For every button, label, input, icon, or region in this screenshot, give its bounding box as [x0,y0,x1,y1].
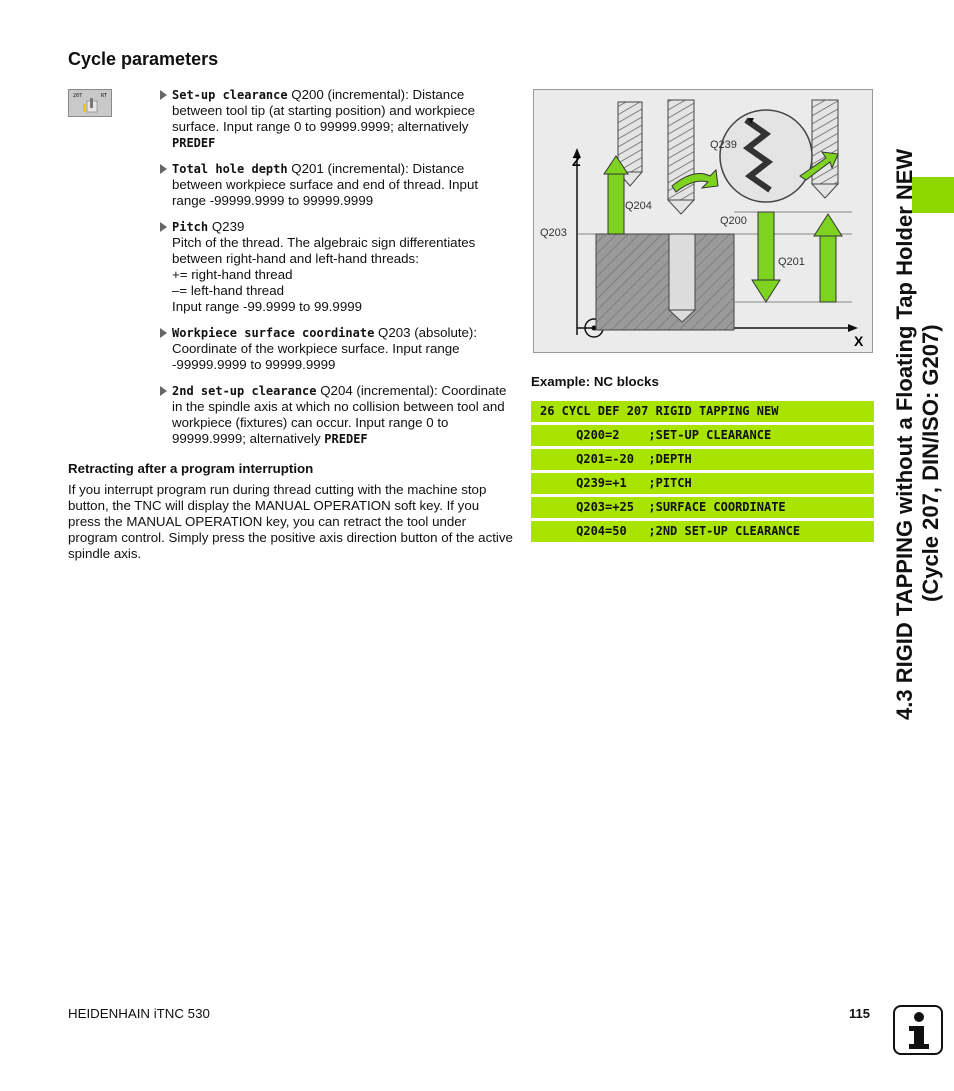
param-q203 [160,325,512,373]
bullet-triangle-icon [160,328,167,338]
example-title: Example: NC blocks [531,374,659,389]
softkey-207-icon [68,89,112,117]
nc-block-line: Q239=+1 ;PITCH [531,473,874,494]
q200-arrow-icon [752,212,780,302]
param-desc-left: –= left-hand thread [172,283,284,298]
chapter-title-line2: (Cycle 207, DIN/ISO: G207) [918,324,943,602]
q204-arrow-icon [604,156,628,234]
param-tail: PREDEF [324,432,368,446]
param-desc-range: Input range -99.9999 to 99.9999 [172,299,363,314]
param-qnum: Q203 [378,325,411,340]
section-title: Cycle parameters [68,49,219,69]
retract-title: Retracting after a program interruption [68,461,314,476]
q200-label: Q200 [720,215,747,227]
param-code: Total hole depth [172,162,288,176]
param-desc-right: += right-hand thread [172,267,293,282]
bullet-triangle-icon [160,386,167,396]
nc-block-line: 26 CYCL DEF 207 RIGID TAPPING NEW [531,401,874,422]
tapping-diagram [533,89,873,353]
param-code: Pitch [172,220,209,234]
nc-block-line: Q201=-20 ;DEPTH [531,449,874,470]
param-qnum: Q201 [291,161,324,176]
tapped-hole [669,234,695,310]
param-qnum: Q239 [211,219,245,234]
param-qnum: Q204 [320,383,353,398]
tapping-diagram-svg [534,90,872,352]
param-code: 2nd set-up clearance [172,384,317,398]
param-tail: PREDEF [172,136,216,150]
q201-label: Q201 [778,256,805,268]
tap-mini-icon [69,90,113,118]
softkey-label-left: 207 [73,93,83,99]
footer-product: HEIDENHAIN iTNC 530 [68,1006,210,1021]
parameter-list [160,87,512,457]
param-desc: (incremental): Distance between workpiece surface and end of thread. Input range -99999.9999 to 99999.9999 [172,161,479,208]
param-q201 [160,161,512,209]
x-axis-arrow-icon [848,324,858,332]
tap-tool-2 [668,100,694,214]
param-desc: (incremental): Coordinate in the spindle axis at which no collision between tool and workpiece (fixtures) can occur. Input range 0 to 99999.9999; alternatively [172,383,507,446]
softkey-label-right: RT [100,93,107,99]
workpiece [596,234,734,330]
param-code: Workpiece surface coordinate [172,326,375,340]
q203-label: Q203 [540,227,567,239]
info-glyph-icon [895,1007,941,1053]
param-q200 [160,87,512,151]
param-q239 [160,219,512,315]
info-icon [893,1005,943,1055]
param-desc: (incremental): Distance between tool tip (at starting position) and workpiece surface. Input range 0 to 99999.9999; alternatively [172,87,476,134]
x-axis-label: X [854,333,864,349]
z-axis-label: Z [572,153,581,169]
chapter-title-line1: 4.3 RIGID TAPPING without a Floating Tap Holder NEW [892,148,917,720]
retract-arrow-icon [814,214,842,302]
q239-label: Q239 [710,139,737,151]
tap-tool-3 [812,100,838,198]
param-code: Set-up clearance [172,88,288,102]
q204-label: Q204 [625,200,652,212]
bullet-triangle-icon [160,222,167,232]
page-number: 115 [849,1006,870,1021]
param-desc: Pitch of the thread. The algebraic sign differentiates between right-hand and left-hand threads: [172,235,476,266]
nc-block-line: Q203=+25 ;SURFACE COORDINATE [531,497,874,518]
retract-paragraph: If you interrupt program run during thread cutting with the machine stop button, the TNC will display the MANUAL OPERATION soft key. If you press the MANUAL OPERATION key, you can retract the tool under program control. Simply press the positive axis direction button of the active spindle axis. [68,482,513,561]
bullet-triangle-icon [160,90,167,100]
nc-block-line: Q204=50 ;2ND SET-UP CLEARANCE [531,521,874,542]
param-q204 [160,383,512,447]
param-qnum: Q200 [291,87,324,102]
nc-block-line: Q200=2 ;SET-UP CLEARANCE [531,425,874,446]
bullet-triangle-icon [160,164,167,174]
param-desc: (absolute): Coordinate of the workpiece surface. Input range -99999.9999 to 99999.9999 [172,325,478,372]
